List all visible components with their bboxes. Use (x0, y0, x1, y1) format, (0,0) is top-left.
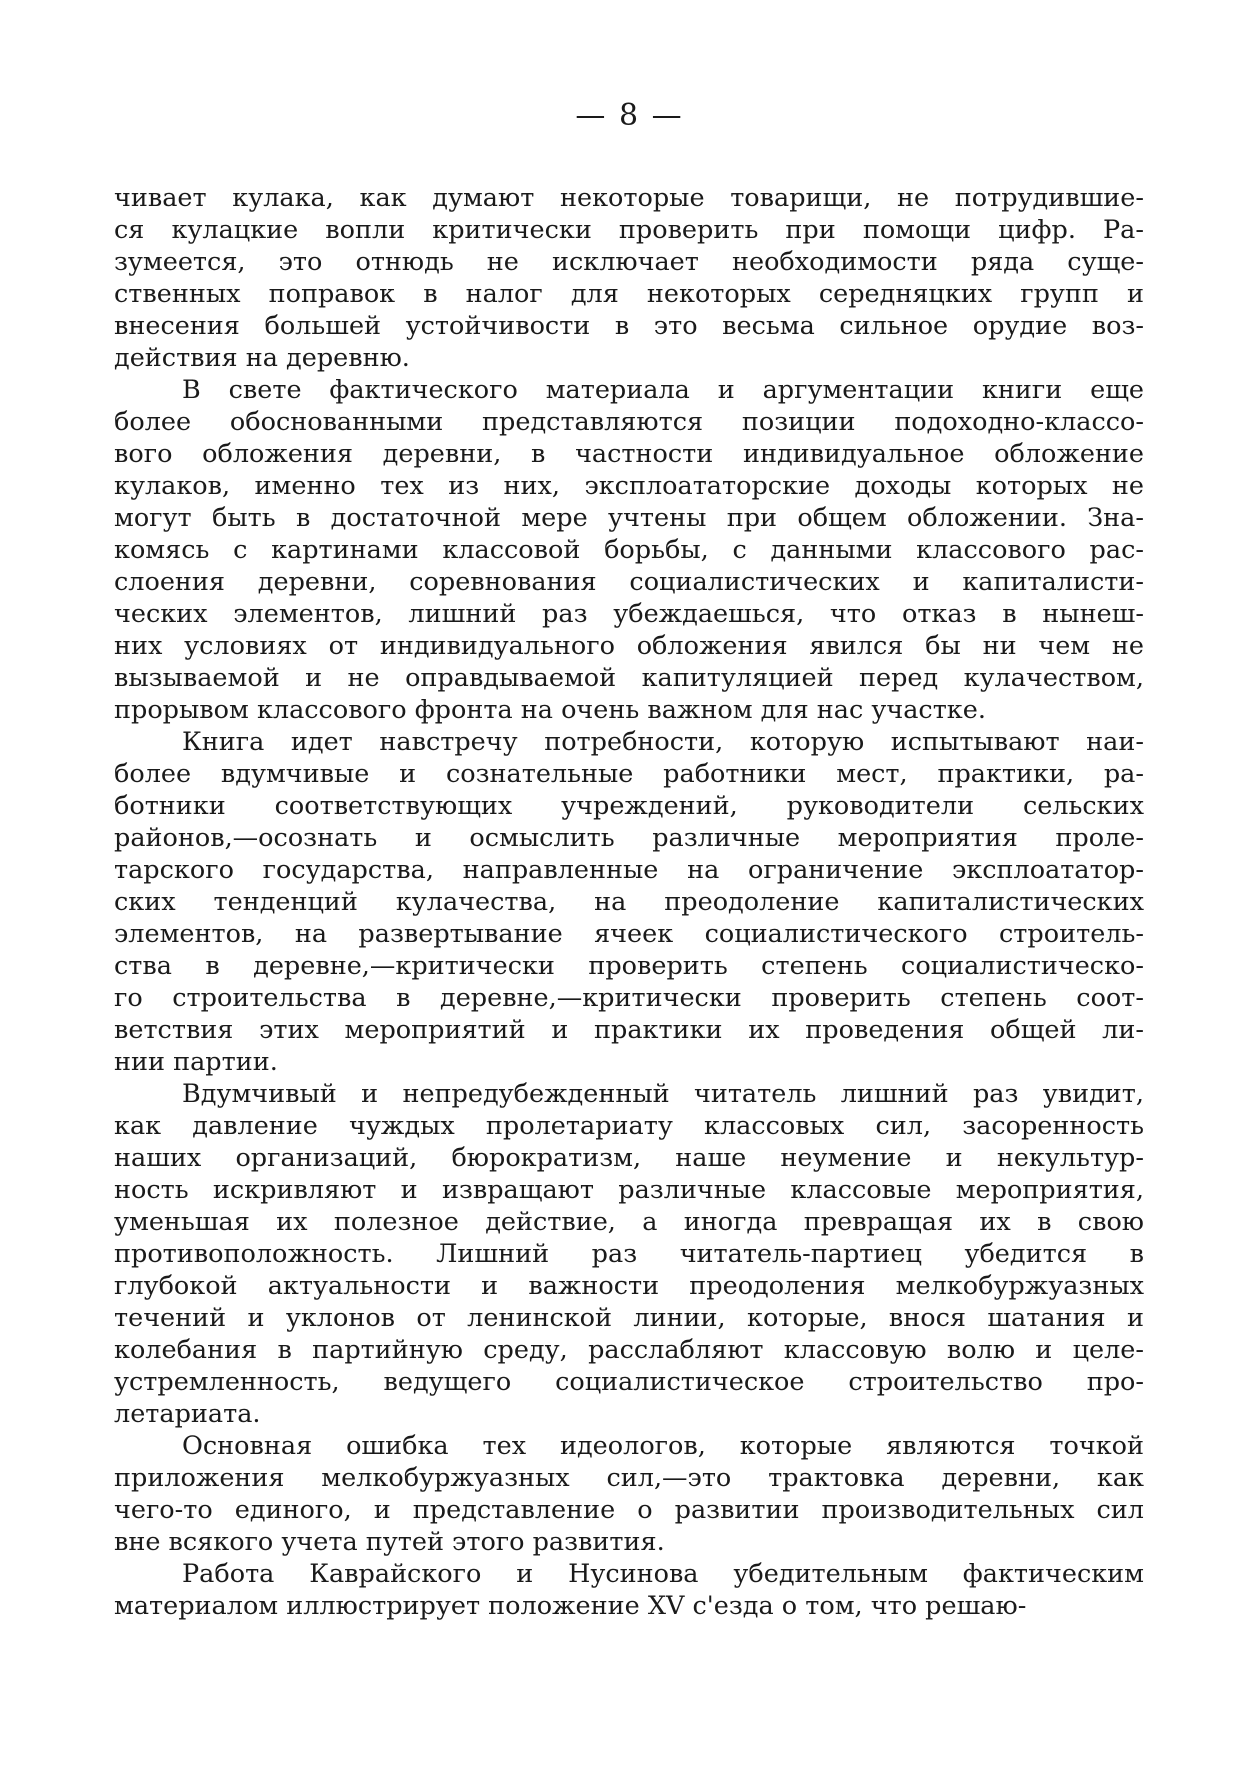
text-line: нии партии. (114, 1047, 278, 1077)
page-number: — 8 — (575, 98, 684, 133)
text-line: летариата. (114, 1399, 261, 1429)
text-line: В свете фактического материала и аргументации книги еще (182, 375, 1144, 405)
paragraph (114, 1430, 1144, 1558)
text-line: Основная ошибка тех идеологов, которые являются точкой (182, 1431, 1144, 1461)
text-line: ческих элементов, лишний раз убеждаешься, что отказ в нынеш- (114, 599, 1144, 629)
text-line: течений и уклонов от ленинской линии, которые, внося шатания и (114, 1303, 1144, 1333)
text-line: чего-то единого, и представление о развитии производительных сил (114, 1495, 1144, 1525)
text-line: действия на деревню. (114, 343, 410, 373)
text-line: вне всякого учета путей этого развития. (114, 1527, 665, 1557)
text-line: Вдумчивый и непредубежденный читатель лишний раз увидит, (182, 1079, 1144, 1109)
text-line: тарского государства, направленные на ограничение эксплоататор- (114, 855, 1144, 885)
text-line: чивает кулака, как думают некоторые товарищи, не потрудившие- (114, 183, 1144, 213)
text-line: ственных поправок в налог для некоторых середняцких групп и (114, 279, 1144, 309)
text-line: могут быть в достаточной мере учтены при общем обложении. Зна- (114, 503, 1144, 533)
paragraph (114, 1558, 1144, 1622)
text-line: зумеется, это отнюдь не исключает необходимости ряда суще- (114, 247, 1144, 277)
text-line: глубокой актуальности и важности преодоления мелкобуржуазных (114, 1271, 1144, 1301)
text-line: го строительства в деревне,—критически проверить степень соот- (114, 983, 1144, 1013)
paragraph (114, 374, 1144, 726)
text-line: более вдумчивые и сознательные работники мест, практики, ра- (114, 759, 1144, 789)
text-line: как давление чуждых пролетариату классовых сил, засоренность (114, 1111, 1144, 1141)
text-line: материалом иллюстрирует положение XV с'езда о том, что решаю- (114, 1591, 1027, 1621)
text-line: ботники соответствующих учреждений, руководители сельских (114, 791, 1144, 821)
text-line: прорывом классового фронта на очень важном для нас участке. (114, 695, 986, 725)
text-line: внесения большей устойчивости в это весьма сильное орудие воз- (114, 311, 1144, 341)
text-line: уменьшая их полезное действие, а иногда превращая их в свою (114, 1207, 1144, 1237)
text-line: ских тенденций кулачества, на преодоление капиталистических (114, 887, 1144, 917)
text-line: них условиях от индивидуального обложения явился бы ни чем не (114, 631, 1144, 661)
text-line: приложения мелкобуржуазных сил,—это трактовка деревни, как (114, 1463, 1144, 1493)
text-line: ства в деревне,—критически проверить степень социалистическо- (114, 951, 1144, 981)
text-line: вызываемой и не оправдываемой капитуляцией перед кулачеством, (114, 663, 1144, 693)
text-line: комясь с картинами классовой борьбы, с данными классового рас- (114, 535, 1144, 565)
paragraph (114, 182, 1144, 374)
text-line: ность искривляют и извращают различные классовые мероприятия, (114, 1175, 1144, 1205)
text-line: наших организаций, бюрократизм, наше неумение и некультур- (114, 1143, 1144, 1173)
text-line: ся кулацкие вопли критически проверить при помощи цифр. Ра- (114, 215, 1144, 245)
text-line: более обоснованными представляются позиции подоходно-классо- (114, 407, 1144, 437)
body-text (114, 182, 1144, 1622)
text-line: кулаков, именно тех из них, эксплоататорские доходы которых не (114, 471, 1144, 501)
text-line: Работа Каврайского и Нусинова убедительным фактическим (182, 1559, 1144, 1589)
text-line: колебания в партийную среду, расслабляют классовую волю и целе- (114, 1335, 1144, 1365)
text-line: устремленность, ведущего социалистическое строительство про- (114, 1367, 1144, 1397)
paragraph (114, 1078, 1144, 1430)
text-line: районов,—осознать и осмыслить различные мероприятия проле- (114, 823, 1144, 853)
text-line: противоположность. Лишний раз читатель-партиец убедится в (114, 1239, 1144, 1269)
paragraph (114, 726, 1144, 1078)
text-line: Книга идет навстречу потребности, которую испытывают наи- (182, 727, 1144, 757)
text-line: ветствия этих мероприятий и практики их проведения общей ли- (114, 1015, 1144, 1045)
text-line: слоения деревни, соревнования социалистических и капиталисти- (114, 567, 1144, 597)
text-line: элементов, на развертывание ячеек социалистического строитель- (114, 919, 1144, 949)
text-line: вого обложения деревни, в частности индивидуальное обложение (114, 439, 1144, 469)
